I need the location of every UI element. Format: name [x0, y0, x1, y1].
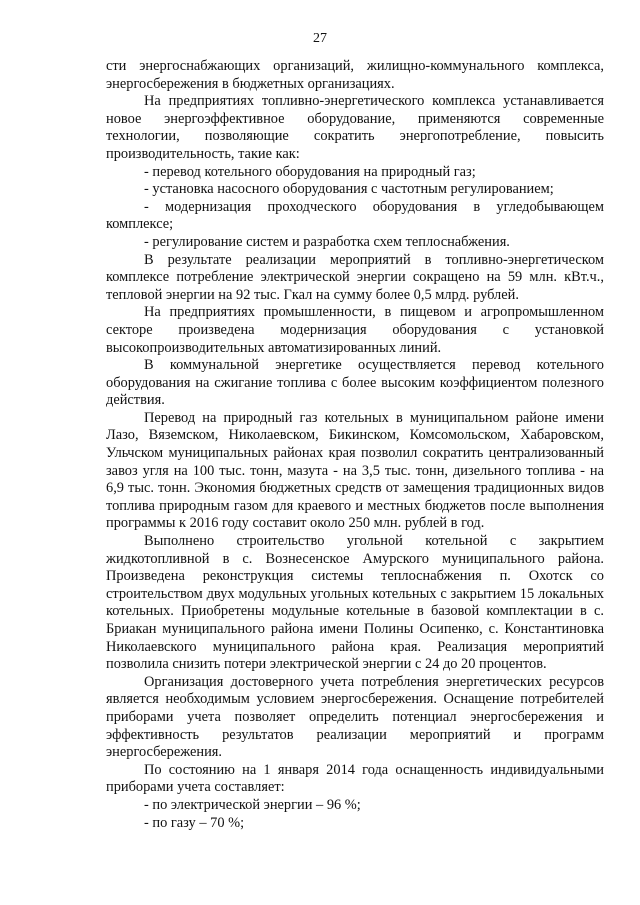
- paragraph: На предприятиях промышленности, в пищевом и агропромышленном секторе произведена модернизация оборудования с установкой высокопроизводительных автоматизированных линий.: [106, 304, 604, 356]
- paragraph: В результате реализации мероприятий в топливно-энергетическом комплексе потребление электрической энергии сокращено на 59 млн. кВт.ч., тепловой энергии на 92 тыс. Гкал на сумму более 0,5 млрд. рублей.: [106, 251, 604, 303]
- paragraph: сти энергоснабжающих организаций, жилищно-коммунального комплекса, энергосбережения в бюджетных организациях.: [106, 58, 604, 92]
- paragraph: По состоянию на 1 января 2014 года оснащенность индивидуальными приборами учета составляет:: [106, 761, 604, 796]
- list-item: - модернизация проходческого оборудования в угледобывающем комплексе;: [106, 198, 604, 233]
- list-item: - установка насосного оборудования с частотным регулированием;: [144, 181, 554, 198]
- list-item: - перевод котельного оборудования на природный газ;: [144, 163, 476, 180]
- paragraph: Перевод на природный газ котельных в муниципальном районе имени Лазо, Вяземском, Николаевском, Бикинском, Комсомольском, Хабаровском, Ульчском муниципальных районах края позволил сократить централизованный завоз угля на 100 тыс. тонн, мазута - на 3,5 тыс. тонн, дизельного топлива - на 6,9 тыс. тонн. Экономия бюджетных средств от замещения традиционных видов топлива природным газом для краевого и местных бюджетов после выполнения программы к 2016 году составит около 250 млн. рублей в год.: [106, 409, 604, 532]
- paragraph: В коммунальной энергетике осуществляется перевод котельного оборудования на сжигание топлива с более высоким коэффициентом полезного действия.: [106, 357, 604, 409]
- page-number: 27: [313, 31, 327, 46]
- paragraph: На предприятиях топливно-энергетического комплекса устанавливается новое энергоэффективное оборудование, применяются современные технологии, позволяющие сократить энергопотребление, повысить производительность, такие как:: [106, 93, 604, 162]
- paragraph: Организация достоверного учета потребления энергетических ресурсов является необходимым условием энергосбережения. Оснащение потребителей приборами учета позволяет определить потенциал энергосбережения и эффективность результатов реализации мероприятий и программ энергосбережения.: [106, 673, 604, 761]
- document-body: [106, 58, 604, 832]
- list-item: - по газу – 70 %;: [144, 814, 245, 831]
- list-item: - по электрической энергии – 96 %;: [144, 796, 361, 813]
- list-item: - регулирование систем и разработка схем теплоснабжения.: [144, 233, 510, 250]
- paragraph: Выполнено строительство угольной котельной с закрытием жидкотопливной в с. Вознесенское Амурского муниципального района. Произведена реконструкция системы теплоснабжения п. Охотск со строительством двух модульных угольных котельных с закрытием 15 локальных котельных. Приобретены модульные котельные в базовой комплектации в с. Бриакан муниципального района имени Полины Осипенко, с. Константиновка Николаевского муниципального района края. Реализация мероприятий позволила снизить потери электрической энергии с 24 до 20 процентов.: [106, 533, 604, 673]
